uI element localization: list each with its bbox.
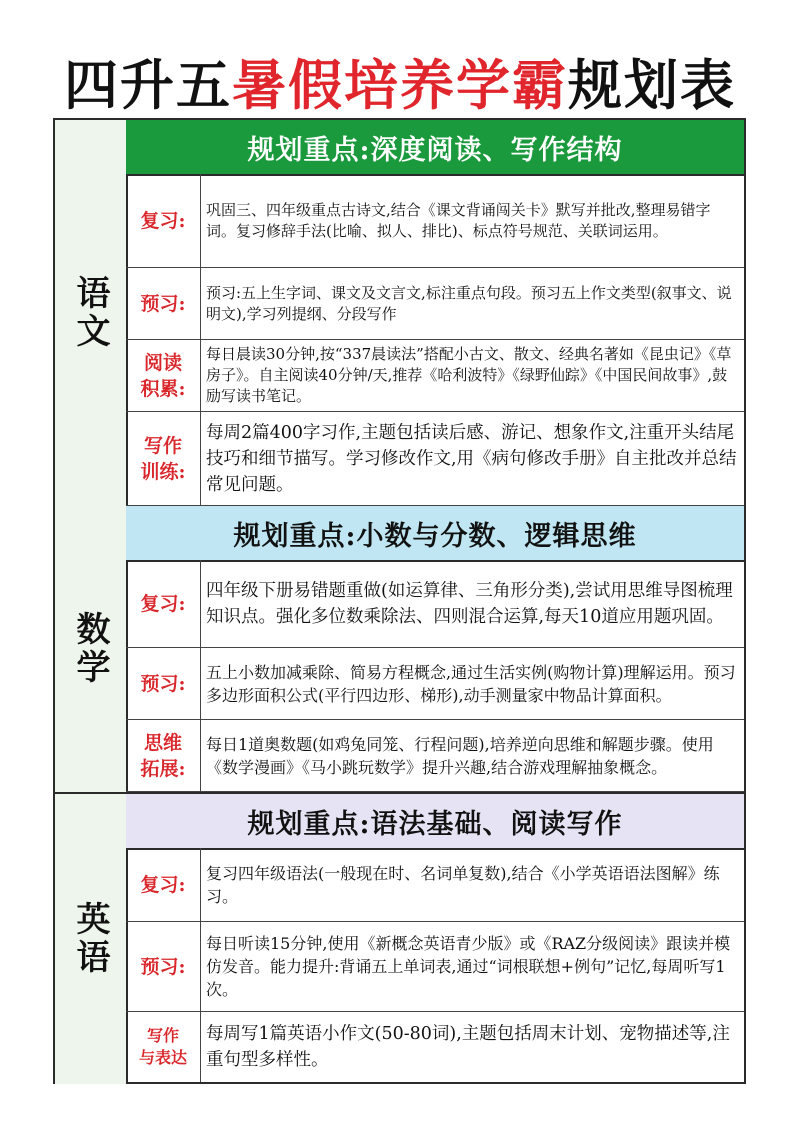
row-label: 写作 训练: — [126, 412, 201, 505]
table-row — [126, 922, 744, 1012]
title-part-3: 规划表 — [568, 53, 736, 117]
subject-label: 语文 — [70, 275, 110, 351]
row-label: 复习: — [126, 174, 201, 267]
row-label: 预习: — [126, 922, 201, 1011]
table-row — [126, 1012, 744, 1082]
row-content: 每日1道奥数题(如鸡兔同笼、行程问题),培养逆向思维和解题步骤。使用《数学漫画》《马小跳玩数学》提升兴趣,结合游戏理解抽象概念。 — [206, 734, 714, 777]
section-math — [55, 506, 744, 792]
table-row — [126, 412, 744, 506]
plan-table — [53, 118, 746, 1084]
row-content: 预习:五上生字词、课文及文言文,标注重点句段。预习五上作文类型(叙事文、说明文),学习列提纲、分段写作 — [206, 283, 732, 323]
focus-band-english: 规划重点:语法基础、阅读写作 — [126, 794, 744, 850]
subject-cell-math — [55, 506, 128, 792]
row-label: 预习: — [126, 648, 201, 719]
row-label: 预习: — [126, 268, 201, 339]
table-row — [126, 560, 744, 648]
row-content: 每日听读15分钟,使用《新概念英语青少版》或《RAZ分级阅读》跟读并模仿发音。能力提升:背诵五上单词表,通过“词根联想+例句”记忆,每周听写1次。 — [206, 934, 731, 999]
row-content: 复习四年级语法(一般现在时、名词单复数),结合《小学英语语法图解》练习。 — [206, 863, 720, 906]
row-content: 每日晨读30分钟,按“337晨读法”搭配小古文、散文、经典名著如《昆虫记》《草房子》。自主阅读40分钟/天,推荐《哈利波特》《绿野仙踪》《中国民间故事》,鼓励写读书笔记。 — [206, 345, 732, 405]
row-content: 每周2篇400字习作,主题包括读后感、游记、想象作文,注重开头结尾技巧和细节描写。学习修改作文,用《病句修改手册》自主批改并总结常见问题。 — [206, 422, 737, 495]
subject-cell-english — [55, 794, 128, 1084]
subject-label: 数学 — [70, 611, 110, 687]
row-label: 思维 拓展: — [126, 720, 201, 791]
table-row — [126, 268, 744, 340]
table-row — [126, 848, 744, 922]
row-content: 巩固三、四年级重点古诗文,结合《课文背诵闯关卡》默写并批改,整理易错字词。复习修辞手法(比喻、拟人、排比)、标点符号规范、关联词运用。 — [206, 200, 711, 240]
row-label: 写作 与表达 — [126, 1012, 201, 1082]
focus-band-chinese: 规划重点:深度阅读、写作结构 — [126, 120, 744, 176]
row-content: 每周写1篇英语小作文(50-80词),主题包括周末计划、宠物描述等,注重句型多样性。 — [206, 1024, 730, 1070]
row-label: 复习: — [126, 848, 201, 921]
title-part-2: 暑假培养学霸 — [232, 53, 568, 117]
table-row — [126, 720, 744, 792]
row-label: 阅读 积累: — [126, 340, 201, 411]
row-label: 复习: — [126, 560, 201, 647]
table-row — [126, 174, 744, 268]
focus-band-math: 规划重点:小数与分数、逻辑思维 — [126, 506, 744, 562]
table-row — [126, 648, 744, 720]
table-row — [126, 340, 744, 412]
section-english — [55, 792, 744, 1084]
section-chinese — [55, 120, 744, 506]
title-part-1: 四升五 — [64, 53, 232, 117]
page-title — [0, 50, 800, 120]
subject-cell-chinese — [55, 120, 128, 506]
row-content: 五上小数加减乘除、简易方程概念,通过生活实例(购物计算)理解运用。预习多边形面积公式(平行四边形、梯形),动手测量家中物品计算面积。 — [206, 662, 736, 705]
subject-label: 英语 — [70, 901, 110, 977]
row-content: 四年级下册易错题重做(如运算律、三角形分类),尝试用思维导图梳理知识点。强化多位数乘除法、四则混合运算,每天10道应用题巩固。 — [206, 580, 733, 627]
